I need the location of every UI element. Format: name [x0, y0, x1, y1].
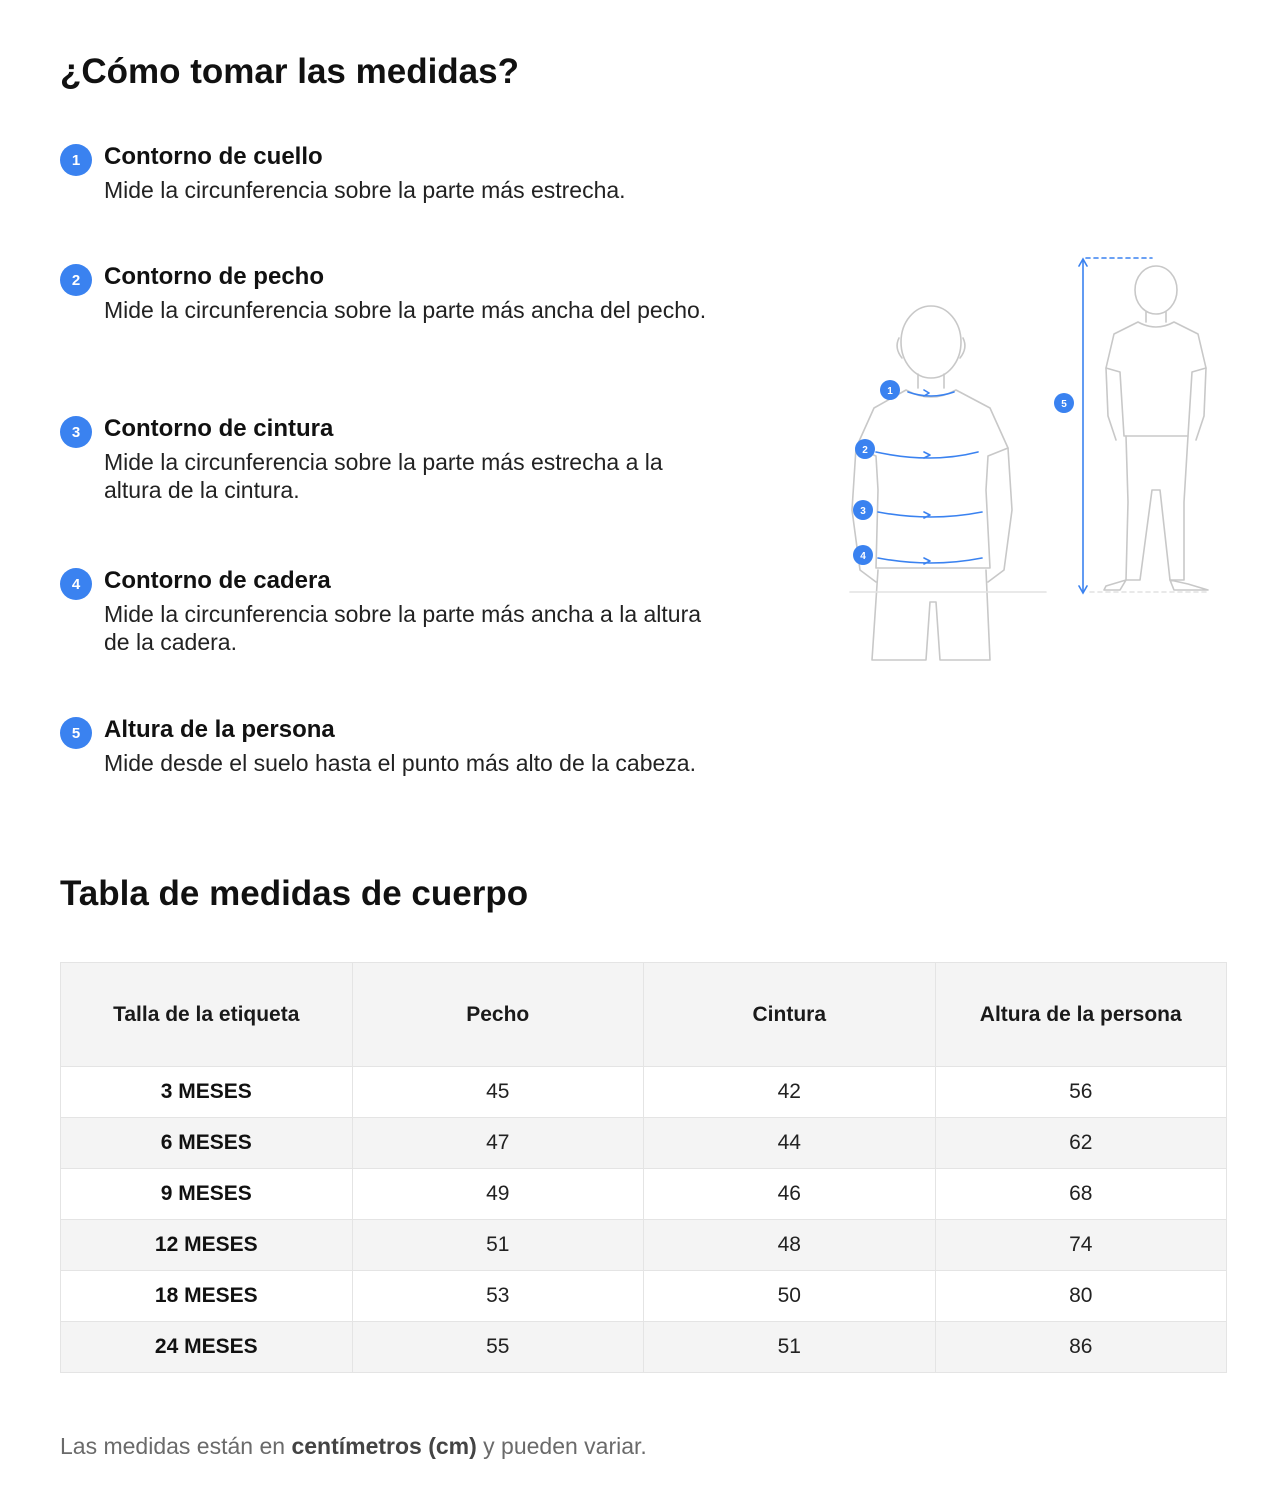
size-label-cell: 6 MESES — [61, 1118, 353, 1169]
shoes-shape — [1104, 580, 1208, 590]
height-cell: 74 — [935, 1220, 1227, 1271]
measurement-illustration — [840, 240, 1240, 680]
step-number-badge: 3 — [60, 416, 92, 448]
chest-cell: 49 — [352, 1169, 644, 1220]
chest-cell: 55 — [352, 1322, 644, 1373]
chest-cell: 53 — [352, 1271, 644, 1322]
neck-measure-line — [908, 392, 954, 396]
child-front-figure — [850, 306, 1046, 660]
table-row — [61, 1271, 1227, 1322]
column-header: Cintura — [644, 963, 936, 1067]
waist-cell: 48 — [644, 1220, 936, 1271]
waist-cell: 44 — [644, 1118, 936, 1169]
height-cell: 80 — [935, 1271, 1227, 1322]
marker-3 — [853, 500, 873, 520]
step-description: Mide la circunferencia sobre la parte más ancha a la altura de la cadera. — [104, 601, 702, 655]
shorts-shape — [872, 570, 990, 660]
table-row — [61, 1322, 1227, 1373]
pants-shape — [1126, 436, 1188, 580]
shirt-shape — [1106, 322, 1206, 436]
marker-4 — [853, 545, 873, 565]
marker-label: 5 — [1061, 399, 1067, 410]
column-header: Altura de la persona — [935, 963, 1227, 1067]
step-title: Altura de la persona — [104, 716, 335, 743]
waist-cell: 46 — [644, 1169, 936, 1220]
marker-1 — [880, 380, 900, 400]
height-cell: 62 — [935, 1118, 1227, 1169]
table-row — [61, 1118, 1227, 1169]
step-description: Mide la circunferencia sobre la parte más estrecha. — [104, 177, 626, 203]
height-cell: 56 — [935, 1067, 1227, 1118]
marker-label: 1 — [887, 386, 893, 397]
step-number-badge: 2 — [60, 264, 92, 296]
size-table — [60, 962, 1227, 1373]
step-hip — [60, 566, 720, 656]
step-waist — [60, 414, 720, 504]
marker-label: 4 — [860, 551, 866, 562]
step-description: Mide la circunferencia sobre la parte más estrecha a la altura de la cintura. — [104, 449, 663, 503]
step-neck — [60, 142, 720, 204]
waist-cell: 51 — [644, 1322, 936, 1373]
size-label-cell: 9 MESES — [61, 1169, 353, 1220]
table-title: Tabla de medidas de cuerpo — [60, 874, 529, 913]
chest-cell: 51 — [352, 1220, 644, 1271]
page-title: ¿Cómo tomar las medidas? — [60, 52, 519, 91]
step-number-badge: 5 — [60, 717, 92, 749]
marker-label: 3 — [860, 506, 866, 517]
height-cell: 68 — [935, 1169, 1227, 1220]
step-title: Contorno de cintura — [104, 415, 334, 442]
size-label-cell: 12 MESES — [61, 1220, 353, 1271]
size-label-cell: 24 MESES — [61, 1322, 353, 1373]
arrow-icon — [924, 452, 930, 458]
footnote-unit: centímetros (cm) — [291, 1433, 477, 1459]
column-header: Talla de la etiqueta — [61, 963, 353, 1067]
table-row — [61, 1220, 1227, 1271]
step-chest — [60, 262, 720, 324]
waist-cell: 42 — [644, 1067, 936, 1118]
marker-5 — [1054, 393, 1074, 413]
step-number-badge: 4 — [60, 568, 92, 600]
column-header: Pecho — [352, 963, 644, 1067]
child-full-figure — [1090, 266, 1210, 592]
height-cell: 86 — [935, 1322, 1227, 1373]
step-number-badge: 1 — [60, 144, 92, 176]
head-shape — [1135, 266, 1177, 314]
head-shape — [901, 306, 961, 378]
step-title: Contorno de cadera — [104, 567, 331, 594]
step-description: Mide la circunferencia sobre la parte más ancha del pecho. — [104, 297, 707, 323]
size-label-cell: 3 MESES — [61, 1067, 353, 1118]
table-header-row — [61, 963, 1227, 1067]
shirt-shape — [856, 390, 1008, 568]
footnote — [60, 1433, 647, 1460]
footnote-text: Las medidas están en — [60, 1433, 292, 1459]
step-title: Contorno de cuello — [104, 143, 323, 170]
table-row — [61, 1067, 1227, 1118]
marker-2 — [855, 439, 875, 459]
arrow-icon — [924, 390, 929, 396]
step-title: Contorno de pecho — [104, 263, 324, 290]
size-label-cell: 18 MESES — [61, 1271, 353, 1322]
footnote-text-end: y pueden variar. — [476, 1433, 647, 1459]
step-height — [60, 715, 720, 777]
chest-cell: 47 — [352, 1118, 644, 1169]
table-row — [61, 1169, 1227, 1220]
chest-cell: 45 — [352, 1067, 644, 1118]
step-description: Mide desde el suelo hasta el punto más alto de la cabeza. — [104, 750, 696, 776]
marker-label: 2 — [862, 445, 868, 456]
waist-cell: 50 — [644, 1271, 936, 1322]
